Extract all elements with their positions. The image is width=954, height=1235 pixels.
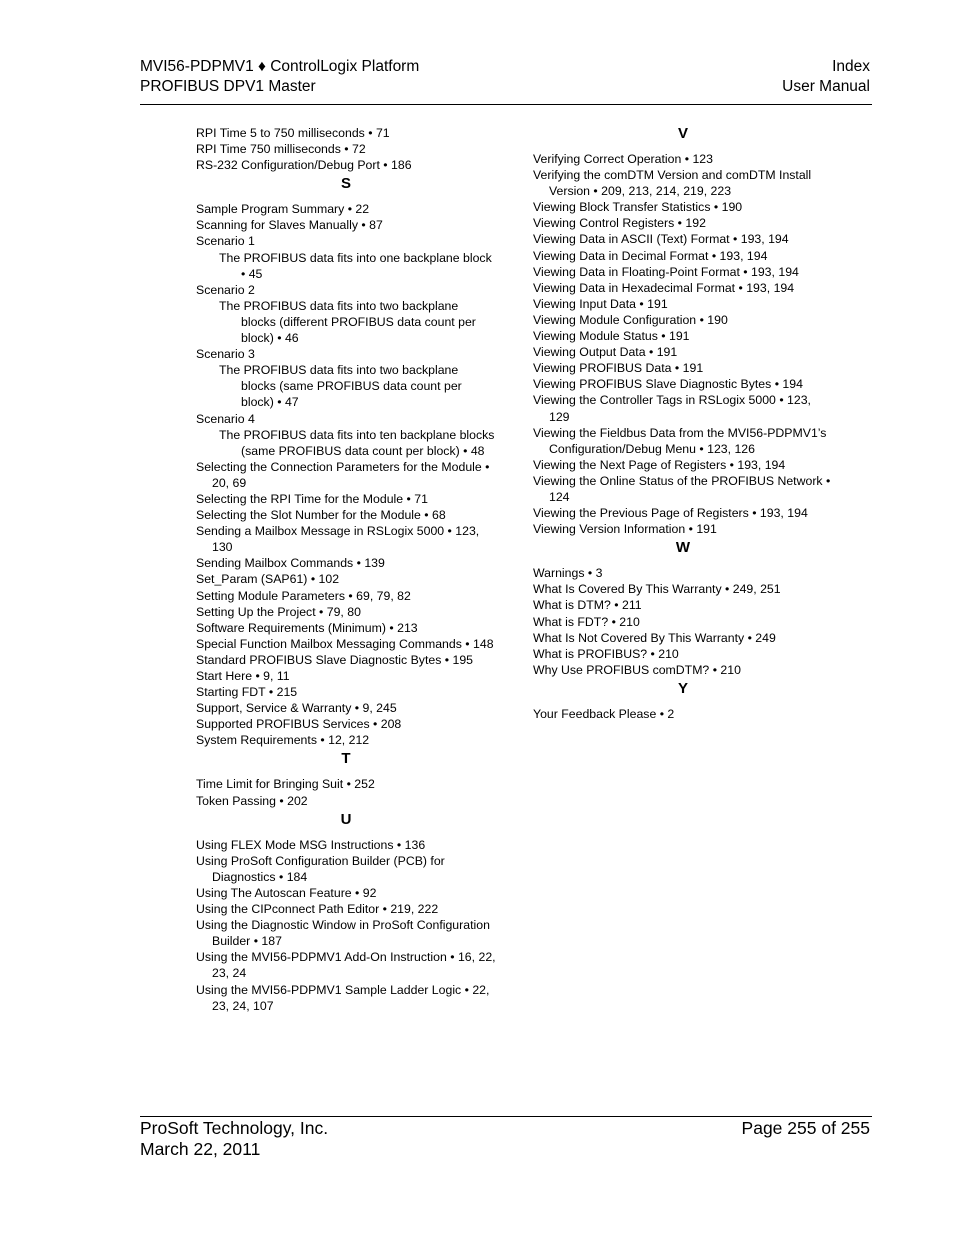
index-entry: Using FLEX Mode MSG Instructions • 136 — [196, 837, 426, 852]
index-entry: Why Use PROFIBUS comDTM? • 210 — [533, 662, 741, 677]
index-entry: Viewing the Next Page of Registers • 193, 194 — [533, 457, 786, 472]
index-entry: Token Passing • 202 — [196, 793, 308, 808]
index-entry: Time Limit for Bringing Suit • 252 — [196, 777, 375, 792]
index-entry: Support, Service & Warranty • 9, 245 — [196, 701, 397, 716]
index-subentry: The PROFIBUS data fits into ten backplane blocks (same PROFIBUS data count per block) • 48 — [219, 427, 495, 458]
index-entry: Viewing Module Status • 191 — [533, 329, 690, 344]
index-entry: Selecting the Slot Number for the Module • 68 — [196, 508, 446, 523]
index-entry: Special Function Mailbox Messaging Commands • 148 — [196, 636, 494, 651]
index-entry: System Requirements • 12, 212 — [196, 733, 370, 748]
header-product-title: MVI56-PDPMV1 ♦ ControlLogix Platform — [140, 58, 420, 75]
index-entry: Setting Up the Project • 79, 80 — [196, 604, 361, 619]
footer-left — [140, 1118, 328, 1160]
index-entry: Viewing PROFIBUS Data • 191 — [533, 361, 704, 376]
index-entry: Setting Module Parameters • 69, 79, 82 — [196, 588, 411, 603]
index-entry: Viewing Version Information • 191 — [533, 522, 717, 537]
index-entry: Viewing the Controller Tags in RSLogix 5000 • 123, 129 — [533, 393, 811, 424]
index-letter-heading: Y — [677, 679, 688, 697]
index-entry: Sending Mailbox Commands • 139 — [196, 556, 385, 571]
index-entry: RPI Time 750 milliseconds • 72 — [196, 142, 366, 157]
index-entry: Scanning for Slaves Manually • 87 — [196, 218, 383, 233]
index-entry: Standard PROFIBUS Slave Diagnostic Bytes • 195 — [196, 652, 474, 667]
index-column-right — [533, 125, 833, 722]
index-entry: Using the CIPconnect Path Editor • 219, 222 — [196, 902, 439, 917]
index-entry: Viewing the Previous Page of Registers • 193, 194 — [533, 506, 808, 521]
index-entry: What is PROFIBUS? • 210 — [533, 646, 679, 661]
index-entry: Using ProSoft Configuration Builder (PCB) for Diagnostics • 184 — [196, 853, 445, 884]
footer-company: ProSoft Technology, Inc. — [140, 1118, 329, 1138]
index-subentry: The PROFIBUS data fits into two backplane blocks (different PROFIBUS data count per block) • 46 — [219, 298, 476, 346]
header-product-subtitle: PROFIBUS DPV1 Master — [140, 78, 316, 95]
index-entry: Viewing Control Registers • 192 — [533, 216, 706, 231]
index-entry: RPI Time 5 to 750 milliseconds • 71 — [196, 126, 390, 140]
header-section-name: Index — [832, 58, 870, 75]
index-entry: Selecting the Connection Parameters for the Module • 20, 69 — [196, 459, 490, 490]
index-subentry: The PROFIBUS data fits into one backplane block • 45 — [219, 250, 492, 281]
index-entry: What Is Covered By This Warranty • 249, 251 — [533, 582, 781, 597]
footer-date: March 22, 2011 — [140, 1139, 261, 1159]
index-entry: Your Feedback Please • 2 — [533, 706, 675, 721]
index-entry: Using the MVI56-PDPMV1 Sample Ladder Logic • 22, 23, 24, 107 — [196, 982, 490, 1013]
index-letter-heading: U — [340, 810, 352, 828]
index-letter-heading: W — [675, 539, 691, 557]
index-entry: Viewing Input Data • 191 — [533, 296, 668, 311]
index-entry: Viewing Data in Decimal Format • 193, 194 — [533, 248, 768, 263]
index-letter-heading: V — [677, 125, 688, 142]
index-entry: Using The Autoscan Feature • 92 — [196, 885, 377, 900]
index-entry: Selecting the RPI Time for the Module • 71 — [196, 491, 428, 506]
index-subentry: The PROFIBUS data fits into two backplane blocks (same PROFIBUS data count per block) • 47 — [219, 363, 462, 410]
index-entry: Viewing Data in Floating-Point Format • 193, 194 — [533, 264, 799, 279]
index-entry: Supported PROFIBUS Services • 208 — [196, 717, 402, 732]
index-entry: What Is Not Covered By This Warranty • 249 — [533, 630, 776, 645]
index-letter-heading: S — [340, 175, 351, 193]
index-entry: Verifying the comDTM Version and comDTM Install Version • 209, 213, 214, 219, 223 — [533, 168, 812, 199]
header-document-type: User Manual — [782, 78, 870, 95]
index-entry: Viewing the Fieldbus Data from the MVI56-PDPMV1’s Configuration/Debug Menu • 123, 126 — [533, 425, 827, 456]
index-entry: Sending a Mailbox Message in RSLogix 5000 • 123, 130 — [196, 524, 480, 555]
header-divider — [140, 104, 872, 105]
index-entry: Start Here • 9, 11 — [196, 669, 290, 683]
index-entry: Viewing the Online Status of the PROFIBUS Network • 124 — [533, 473, 831, 504]
index-entry: RS-232 Configuration/Debug Port • 186 — [196, 158, 412, 173]
index-entry: Scenario 3 — [196, 347, 255, 362]
index-entry: Viewing Output Data • 191 — [533, 345, 678, 360]
index-entry: What is DTM? • 211 — [533, 598, 642, 613]
index-entry: Starting FDT • 215 — [196, 685, 298, 700]
footer-divider — [140, 1116, 872, 1117]
index-entry: Software Requirements (Minimum) • 213 — [196, 620, 418, 635]
index-entry: Scenario 1 — [196, 234, 255, 249]
index-entry: Sample Program Summary • 22 — [196, 202, 370, 217]
index-entry: Viewing Data in ASCII (Text) Format • 193, 194 — [533, 232, 789, 247]
index-entry: Viewing PROFIBUS Slave Diagnostic Bytes • 194 — [533, 377, 803, 392]
index-entry: Viewing Block Transfer Statistics • 190 — [533, 200, 743, 215]
index-letter-heading: T — [341, 750, 351, 768]
index-entry: Viewing Module Configuration • 190 — [533, 312, 728, 327]
index-entry: Scenario 4 — [196, 411, 255, 426]
footer-page-number: Page 255 of 255 — [741, 1118, 870, 1138]
header-left — [140, 57, 419, 97]
header-right — [782, 57, 870, 97]
index-entry: Using the MVI56-PDPMV1 Add-On Instruction • 16, 22, 23, 24 — [196, 950, 496, 981]
index-entry: What is FDT? • 210 — [533, 614, 640, 629]
index-entry: Verifying Correct Operation • 123 — [533, 152, 713, 166]
index-entry: Scenario 2 — [196, 282, 255, 297]
index-entry: Viewing Data in Hexadecimal Format • 193, 194 — [533, 280, 795, 295]
index-entry: Set_Param (SAP61) • 102 — [196, 572, 340, 587]
index-column-left — [196, 125, 496, 1014]
index-entry: Using the Diagnostic Window in ProSoft Configuration Builder • 187 — [196, 918, 490, 949]
index-entry: Warnings • 3 — [533, 566, 603, 581]
